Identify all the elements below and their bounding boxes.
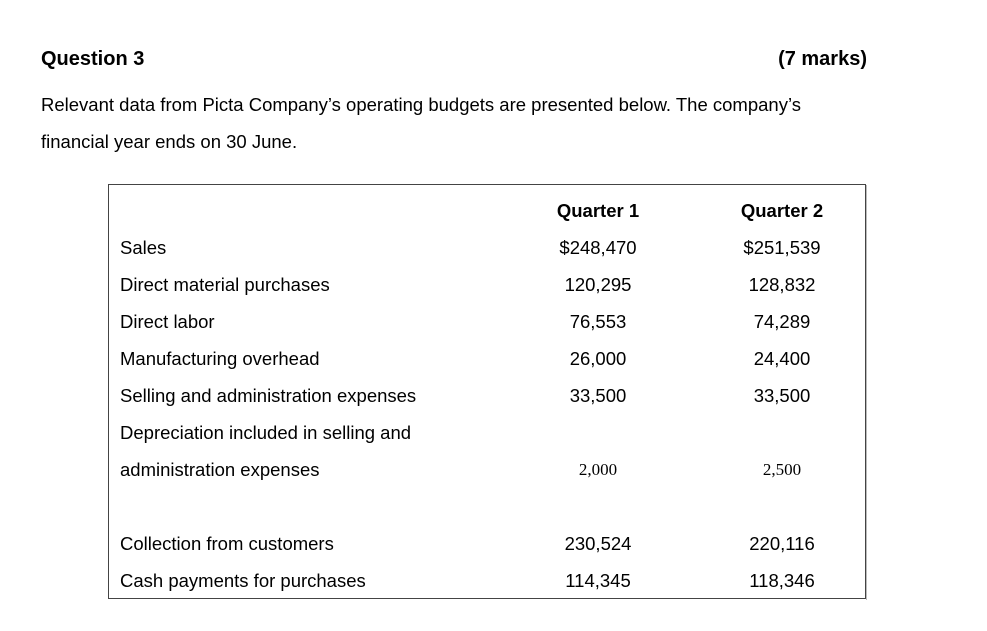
column-header-quarter-1: Quarter 1: [556, 200, 640, 221]
row-label-depreciation-line-2: administration expenses: [120, 459, 320, 480]
cell-sales-q2: $251,539: [743, 237, 821, 258]
row-label-selling-admin: Selling and administration expenses: [120, 385, 417, 406]
row-label-depreciation-line-1: Depreciation included in selling and: [120, 422, 412, 443]
intro-line-2: financial year ends on 30 June.: [41, 131, 298, 152]
cell-collection-q1: 230,524: [564, 533, 632, 554]
cell-manufacturing-overhead-q1: 26,000: [569, 348, 627, 369]
row-label-cash-payments: Cash payments for purchases: [120, 570, 366, 591]
cell-sales-q1: $248,470: [559, 237, 637, 258]
cell-cash-payments-q1: 114,345: [565, 570, 631, 591]
cell-direct-material-q2: 128,832: [748, 274, 816, 295]
column-header-quarter-2: Quarter 2: [740, 200, 824, 221]
question-heading: [41, 48, 867, 76]
row-label-direct-labor: Direct labor: [120, 311, 215, 332]
cell-direct-material-q1: 120,295: [564, 274, 632, 295]
row-label-collection: Collection from customers: [120, 533, 334, 554]
row-label-direct-material: Direct material purchases: [120, 274, 330, 295]
cell-selling-admin-q1: 33,500: [569, 385, 627, 406]
question-marks: (7 marks): [778, 48, 867, 70]
row-label-manufacturing-overhead: Manufacturing overhead: [120, 348, 320, 369]
question-title: Question 3: [41, 48, 145, 70]
cell-selling-admin-q2: 33,500: [753, 385, 811, 406]
cell-direct-labor-q2: 74,289: [753, 311, 811, 332]
cell-cash-payments-q2: 118,346: [749, 570, 815, 591]
budget-table: [108, 184, 866, 599]
intro-line-1: Relevant data from Picta Company’s operating budgets are presented below. The company’s: [41, 94, 801, 115]
cell-depreciation-q2: 2,500: [762, 460, 802, 479]
row-label-sales: Sales: [120, 237, 167, 258]
cell-direct-labor-q1: 76,553: [569, 311, 627, 332]
cell-collection-q2: 220,116: [749, 533, 815, 554]
cell-manufacturing-overhead-q2: 24,400: [753, 348, 811, 369]
question-intro: [41, 86, 911, 160]
cell-depreciation-q1: 2,000: [578, 460, 618, 479]
